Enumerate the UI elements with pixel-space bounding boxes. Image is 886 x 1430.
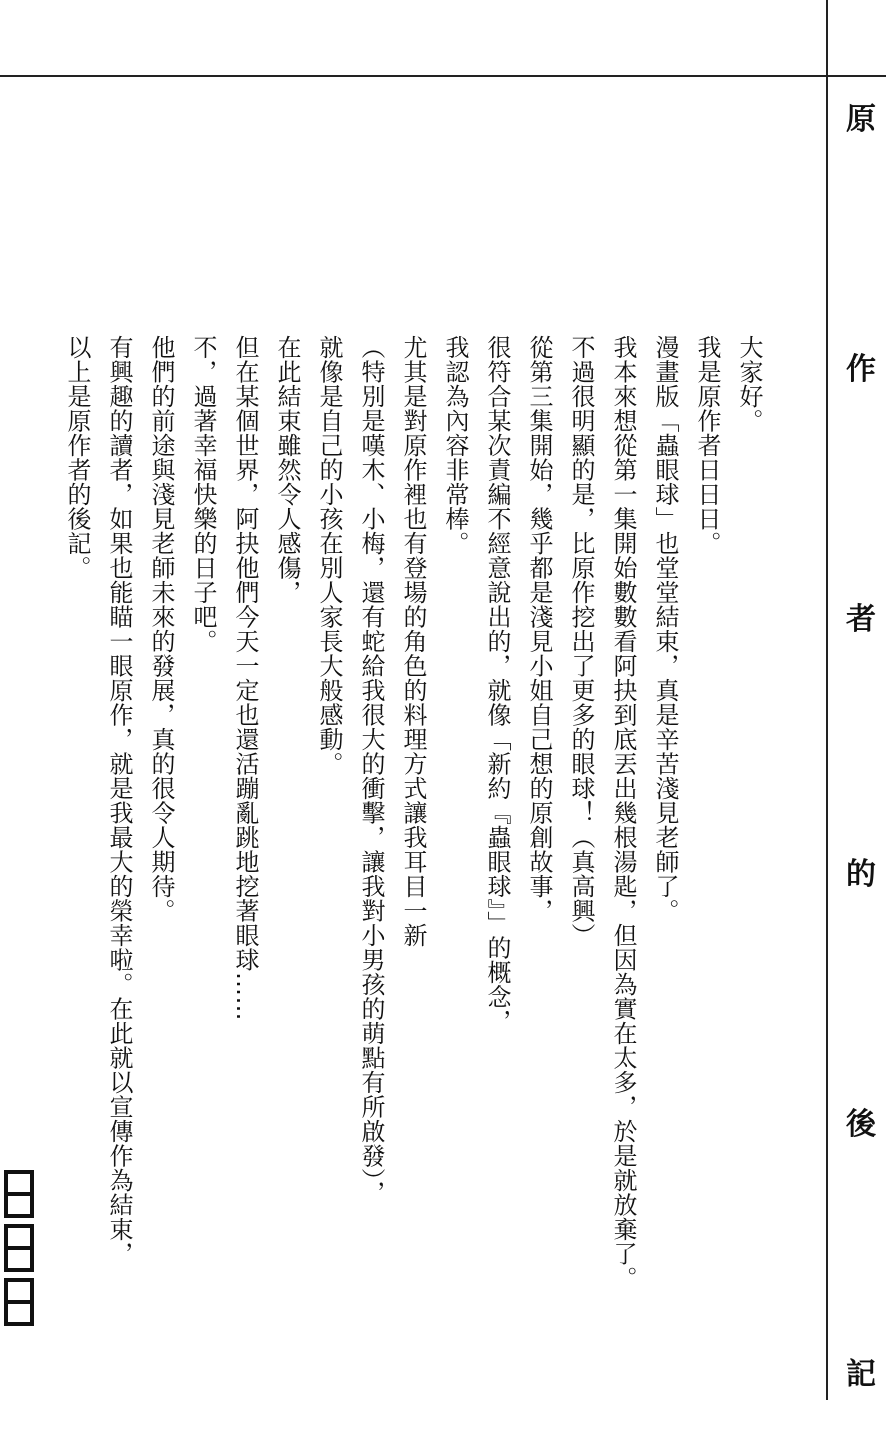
paragraph: 很符合某次責編不經意說出的，就像「新約『蟲眼球』」的概念， [483, 335, 511, 1034]
paragraph: 漫畫版「蟲眼球」也堂堂結束，真是辛苦淺見老師了。 [651, 335, 679, 923]
header-rule [0, 75, 886, 77]
title-char: 的 [846, 857, 876, 892]
title-char: 者 [846, 602, 876, 637]
paragraph: 從第三集開始，幾乎都是淺見小姐自己想的原創故事， [525, 335, 553, 923]
author-signature [4, 1170, 42, 1345]
paragraph: 以上是原作者的後記。 [63, 335, 91, 580]
title-char: 記 [846, 1357, 876, 1392]
signature-glyph [4, 1170, 34, 1218]
paragraph: 大家好。 [735, 335, 763, 433]
paragraph: 尤其是對原作裡也有登場的角色的料理方式讓我耳目一新 [399, 335, 427, 948]
paragraph: 就像是自己的小孩在別人家長大般感動。 [315, 335, 343, 776]
signature-glyph [4, 1278, 34, 1326]
afterword-text [56, 335, 770, 1335]
paragraph: 有興趣的讀者，如果也能瞄一眼原作，就是我最大的榮幸啦。在此就以宣傳作為結束， [105, 335, 133, 1266]
page-title [840, 100, 882, 1400]
paragraph: 他們的前途與淺見老師未來的發展，真的很令人期待。 [147, 335, 175, 923]
paragraph: 不，過著幸福快樂的日子吧。 [189, 335, 217, 654]
title-char: 後 [846, 1107, 876, 1142]
paragraph: 不過很明顯的是，比原作挖出了更多的眼球！（真高興） [567, 335, 595, 948]
paragraph: （特別是嘆木、小梅，還有蛇給我很大的衝擊，讓我對小男孩的萌點有所啟發）， [357, 335, 385, 1205]
title-divider [826, 0, 828, 1400]
paragraph: 在此結束雖然令人感傷， [273, 335, 301, 605]
title-char: 原 [846, 102, 876, 137]
paragraph: 我本來想從第一集開始數數看阿抉到底丟出幾根湯匙，但因為實在太多，於是就放棄了。 [609, 335, 637, 1291]
signature-glyph [4, 1224, 34, 1272]
paragraph: 但在某個世界，阿抉他們今天一定也還活蹦亂跳地挖著眼球…… [231, 335, 259, 1021]
paragraph: 我認為內容非常棒。 [441, 335, 469, 556]
title-char: 作 [846, 352, 876, 387]
paragraph: 我是原作者日日日。 [693, 335, 721, 556]
